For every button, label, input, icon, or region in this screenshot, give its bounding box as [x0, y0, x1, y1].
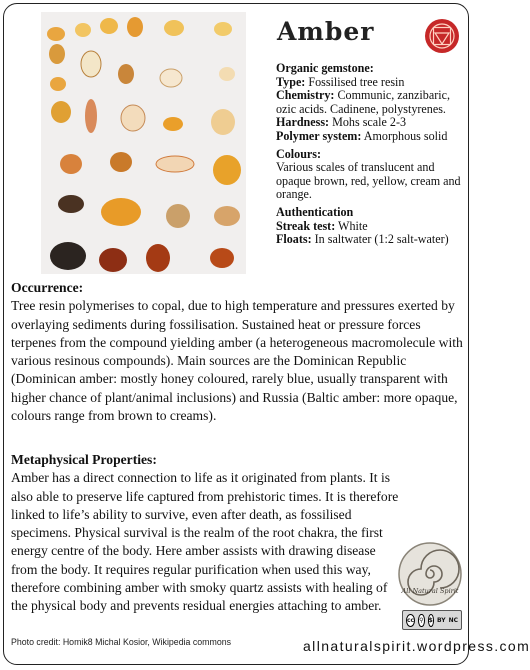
colours-value: Various scales of translucent and opaque brown, red, yellow, cream and orange.: [276, 160, 461, 202]
metaphysical-heading: Metaphysical Properties:: [11, 452, 157, 467]
by-person-icon: ⚲: [418, 614, 424, 627]
properties-panel: [276, 62, 466, 251]
cc-by-nc-icon: [402, 610, 462, 630]
organic-gemstone-label: Organic gemstone:: [276, 61, 374, 75]
metaphysical-text: Amber has a direct connection to life as it originated from plants. It is also able to preserve life captured from prehistoric times. It is therefore linked to life’s ability to survive, even after death, as fossilised specimens. Physical survival is the realm of the root chakra, the first energy centre of the body. Here amber assists with drawing disease from the body. It requires regular purification when used this way, therefore combining amber with smoky quartz assists with healing of the physical body and prevents residual energies attaching to amber.: [11, 470, 399, 614]
colours-label: Colours:: [276, 146, 322, 161]
cc-mark: cc: [406, 614, 415, 627]
streak-value: White: [338, 218, 368, 233]
amber-photo: [41, 12, 246, 274]
type-label: Type:: [276, 74, 306, 89]
website-link[interactable]: allnaturalspirit.wordpress.com: [303, 638, 530, 654]
floats-label: Floats:: [276, 232, 312, 247]
root-chakra-icon: [423, 17, 461, 55]
streak-label: Streak test:: [276, 218, 336, 233]
chemistry-value: Communic, zanzibaric, ozic acids. Cadinene, polystyrenes.: [276, 88, 450, 116]
polymer-label: Polymer system:: [276, 128, 362, 143]
nautilus-shell-icon: [397, 541, 463, 607]
occurrence-text: Tree resin polymerises to copal, due to high temperature and pressures exerted by overlaying sediments during fossilisation. Sustained heat or pressure forces terpenes from the compound yielding amber (a heterogeneous macromolecule with various resinous compounds). Main sources are the Dominican Republic (Dominican amber: mostly honey coloured, rarely blue, usually transparent with higher chance of plant/animal inclusions) and Russia (Baltic amber: more opaque, colours range from brown to creams).: [11, 298, 463, 424]
hardness-value: Mohs scale 2-3: [332, 115, 407, 130]
authentication-label: Authentication: [276, 204, 354, 219]
occurrence-heading: Occurrence:: [11, 280, 84, 295]
license-nc-label: NC: [448, 616, 458, 624]
floats-value: In saltwater (1:2 salt-water): [314, 232, 449, 247]
page-title: Amber: [277, 17, 375, 46]
occurrence-section: [11, 279, 463, 425]
hardness-label: Hardness:: [276, 115, 330, 130]
nc-icon: $: [428, 614, 434, 627]
polymer-value: Amorphous solid: [363, 128, 448, 143]
gemstone-card: [3, 3, 530, 665]
photo-credit: Photo credit: Homik8 Michal Kosior, Wikipedia commons: [11, 637, 232, 647]
amber-stones-image: [41, 12, 246, 274]
license-by-label: BY: [436, 616, 446, 624]
chemistry-label: Chemistry:: [276, 88, 335, 103]
emblem-text: All Natural Spirit: [401, 587, 459, 595]
metaphysical-section: [11, 451, 403, 616]
type-value: Fossilised tree resin: [308, 74, 405, 89]
